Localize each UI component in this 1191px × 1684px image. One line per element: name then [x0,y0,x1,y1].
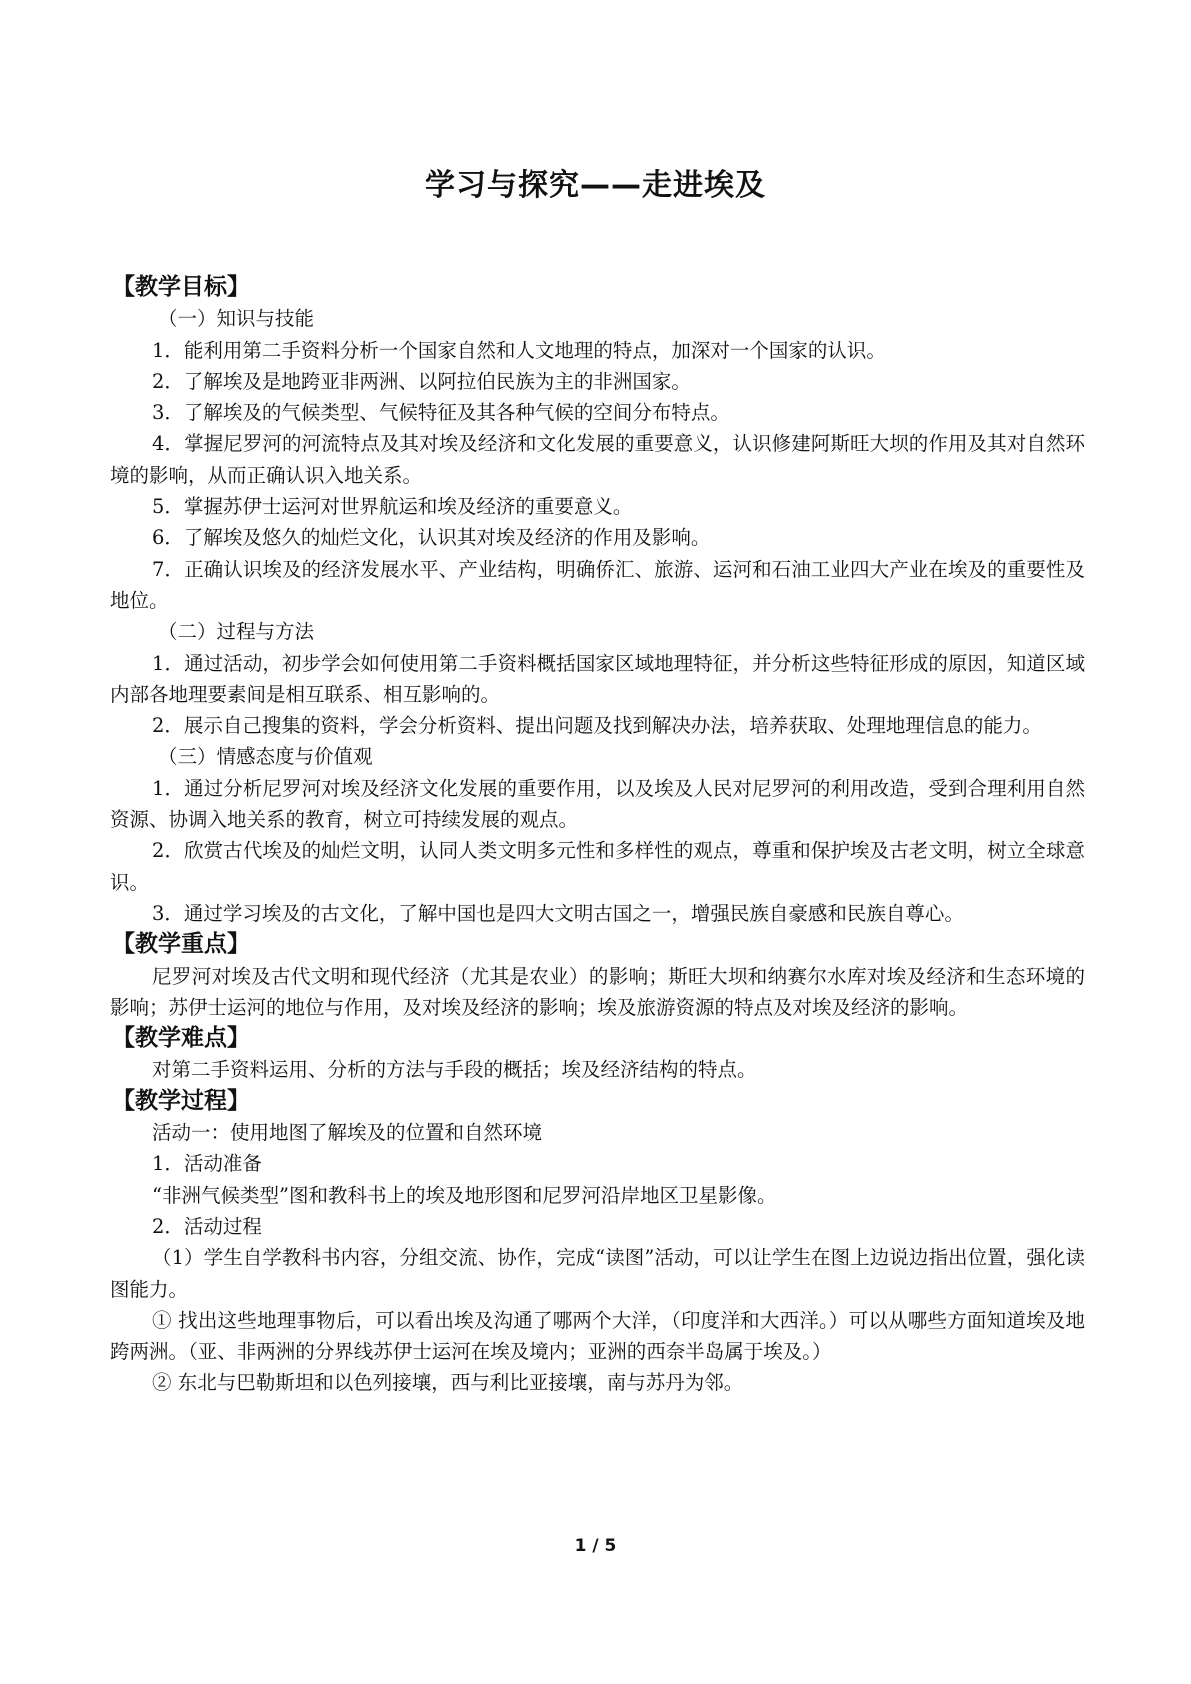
paragraph: 1．通过活动，初步学会如何使用第二手资料概括国家区域地理特征，并分析这些特征形成的原因，知道区域内部各地理要素间是相互联系、相互影响的。 [110,651,1085,706]
section-heading-difficulties: 【教学难点】 [112,1025,250,1052]
page-title: 学习与探究——走进埃及 [425,168,766,203]
paragraph: “非洲气候类型”图和教科书上的埃及地形图和尼罗河沿岸地区卫星影像。 [152,1183,777,1207]
subheading-knowledge-skills: （一）知识与技能 [158,307,315,331]
paragraph: 3．了解埃及的气候类型、气候特征及其各种气候的空间分布特点。 [152,401,730,425]
paragraph: 5．掌握苏伊士运河对世界航运和埃及经济的重要意义。 [152,495,633,519]
paragraph: 2．欣赏古代埃及的灿烂文明，认同人类文明多元性和多样性的观点，尊重和保护埃及古老文明，树立全球意识。 [110,839,1085,894]
paragraph: 6．了解埃及悠久的灿烂文化，认识其对埃及经济的作用及影响。 [152,526,711,550]
paragraph: 2．活动过程 [152,1214,262,1238]
paragraph: 1．活动准备 [152,1152,262,1176]
paragraph: 3．通过学习埃及的古文化，了解中国也是四大文明古国之一，增强民族自豪感和民族自尊心。 [152,901,964,925]
subheading-attitudes-values: （三）情感态度与价值观 [158,745,373,769]
subheading-process-methods: （二）过程与方法 [158,620,315,644]
paragraph: 1．能利用第二手资料分析一个国家自然和人文地理的特点，加深对一个国家的认识。 [152,338,886,362]
paragraph: （1）学生自学教科书内容，分组交流、协作，完成“读图”活动，可以让学生在图上边说边指出位置，强化读图能力。 [110,1246,1085,1301]
paragraph: ① 找出这些地理事物后，可以看出埃及沟通了哪两个大洋，（印度洋和大西洋。）可以从哪些方面知道埃及地跨两洲。（亚、非两洲的分界线苏伊士运河在埃及境内；亚洲的西奈半岛属于埃及。） [110,1308,1085,1364]
paragraph: 对第二手资料运用、分析的方法与手段的概括；埃及经济结构的特点。 [152,1058,757,1082]
paragraph: 4．掌握尼罗河的河流特点及其对埃及经济和文化发展的重要意义，认识修建阿斯旺大坝的作用及其对自然环境的影响，从而正确认识入地关系。 [110,432,1085,487]
paragraph: 尼罗河对埃及古代文明和现代经济（尤其是农业）的影响；斯旺大坝和纳赛尔水库对埃及经济和生态环境的影响；苏伊士运河的地位与作用，及对埃及经济的影响；埃及旅游资源的特点及对埃及经济的影响。 [110,964,1085,1019]
paragraph: 2．了解埃及是地跨亚非两洲、以阿拉伯民族为主的非洲国家。 [152,369,691,393]
paragraph: 2．展示自己搜集的资料，学会分析资料、提出问题及找到解决办法，培养获取、处理地理信息的能力。 [152,714,1042,738]
section-heading-process: 【教学过程】 [112,1087,250,1114]
activity-title: 活动一：使用地图了解埃及的位置和自然环境 [152,1121,543,1145]
page-number: 1 / 5 [574,1536,617,1556]
document-body [110,272,1085,1399]
paragraph: ② 东北与巴勒斯坦和以色列接壤，西与利比亚接壤，南与苏丹为邻。 [152,1371,744,1395]
section-heading-objectives: 【教学目标】 [112,274,250,300]
section-heading-key-points: 【教学重点】 [112,931,250,958]
paragraph: 1．通过分析尼罗河对埃及经济文化发展的重要作用，以及埃及人民对尼罗河的利用改造，受到合理利用自然资源、协调入地关系的教育，树立可持续发展的观点。 [110,776,1085,832]
paragraph: 7．正确认识埃及的经济发展水平、产业结构，明确侨汇、旅游、运河和石油工业四大产业在埃及的重要性及地位。 [110,557,1085,612]
